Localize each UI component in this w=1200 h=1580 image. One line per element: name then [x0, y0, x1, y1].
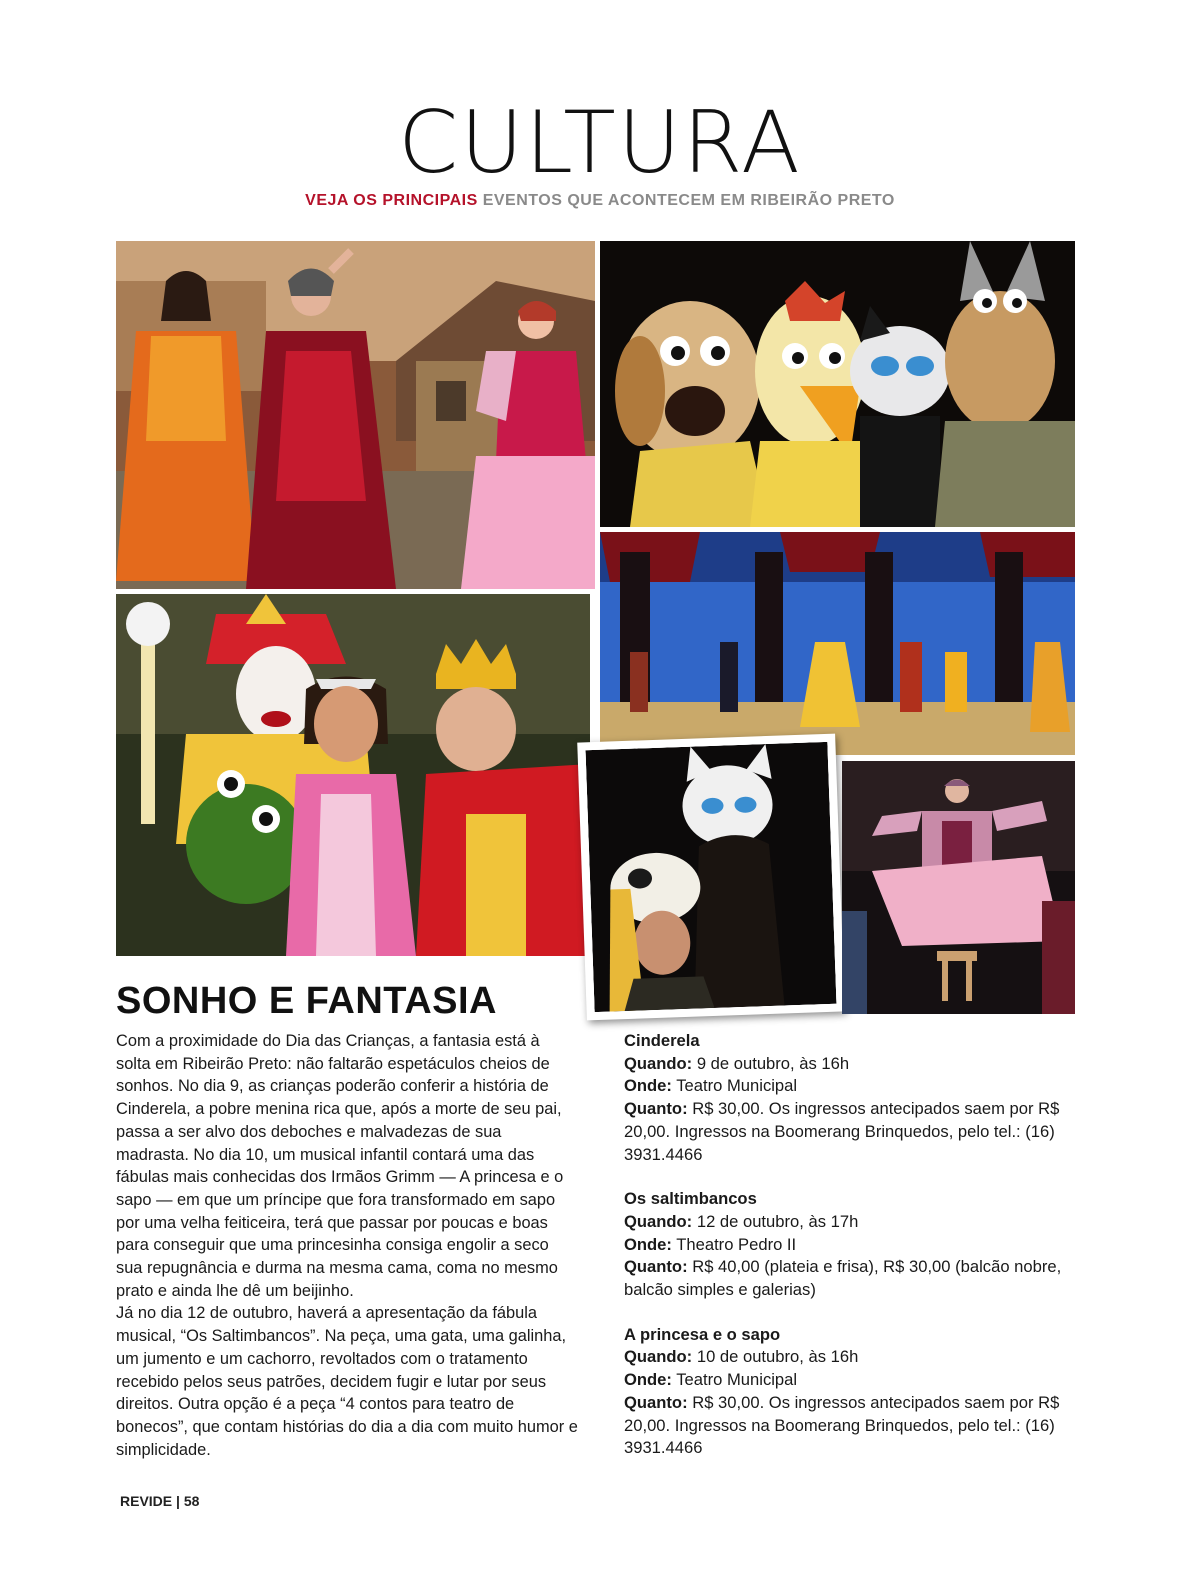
- event-where: [624, 1075, 1094, 1098]
- when-label: Quando:: [624, 1211, 693, 1231]
- event-when: [624, 1346, 1094, 1369]
- event-name: Os saltimbancos: [624, 1189, 757, 1209]
- subtitle-rest: EVENTOS QUE ACONTECEM EM RIBEIRÃO PRETO: [482, 192, 895, 209]
- page-footer: [120, 1493, 199, 1509]
- article-paragraph: Com a proximidade do Dia das Crianças, a fantasia está à solta em Ribeirão Preto: não faltarão espetáculos cheios de sonhos. No dia 9, as crianças poderão conferir a história de Cinderela, a pobre menina rica que, após a morte de seu pai, passa a ser alvo dos deboches e malvadezas de sua madrasta. No dia 10, um musical infantil contará uma das fábulas mais conhecidas dos Irmãos Grimm — A princesa e o sapo — em que um príncipe que fora transformado em sapo por uma velha feiticeira, terá que passar por poucas e boas para conseguir que uma princesinha consiga engolir a seco sua repugnância e durma na mesma cama, coma no mesmo prato e ainda lhe dê um beijinho.: [116, 1032, 564, 1300]
- photo-dancing-princess: [842, 761, 1075, 1014]
- where-value: Teatro Municipal: [676, 1370, 798, 1390]
- page-number: 58: [183, 1493, 200, 1509]
- when-label: Quando:: [624, 1053, 693, 1073]
- event-where: [624, 1234, 1094, 1257]
- event-princesa-sapo: [624, 1324, 1094, 1460]
- price-value: R$ 30,00. Os ingressos antecipados saem por R$ 20,00. Ingressos na Boomerang Brinquedos, pelo tel.: (16) 3931.4466: [624, 1099, 1060, 1164]
- event-price: [624, 1256, 1094, 1301]
- photo-princess-group: [116, 594, 590, 956]
- subtitle-highlight: VEJA OS PRINCIPAIS: [305, 192, 478, 209]
- where-value: Teatro Municipal: [676, 1076, 798, 1096]
- when-value: 9 de outubro, às 16h: [696, 1053, 850, 1073]
- event-when: [624, 1211, 1094, 1234]
- footer-divider: |: [176, 1493, 184, 1509]
- price-label: Quanto:: [624, 1257, 688, 1277]
- photo-saltimbancos-stage: [600, 532, 1075, 755]
- photo-animal-costumes: [600, 241, 1075, 527]
- event-name: A princesa e o sapo: [624, 1324, 781, 1344]
- section-subtitle: [0, 192, 1200, 210]
- event-when: [624, 1053, 1094, 1076]
- where-value: Theatro Pedro II: [676, 1234, 797, 1254]
- when-value: 12 de outubro, às 17h: [696, 1211, 859, 1231]
- where-label: Onde:: [624, 1370, 672, 1390]
- photo-cat-dog-costumes: [586, 742, 837, 1012]
- event-where: [624, 1369, 1094, 1392]
- price-value: R$ 30,00. Os ingressos antecipados saem por R$ 20,00. Ingressos na Boomerang Brinquedos, pelo tel.: (16) 3931.4466: [624, 1392, 1060, 1458]
- price-value: R$ 40,00 (plateia e frisa), R$ 30,00 (balcão nobre, balcão simples e galerias): [624, 1257, 1062, 1300]
- price-label: Quanto:: [624, 1392, 688, 1412]
- price-label: Quanto:: [624, 1099, 688, 1119]
- section-title: CULTURA: [398, 93, 802, 193]
- where-label: Onde:: [624, 1234, 672, 1254]
- where-label: Onde:: [624, 1076, 672, 1096]
- event-price: [624, 1098, 1094, 1166]
- article-headline: SONHO E FANTASIA: [116, 980, 497, 1022]
- when-value: 10 de outubro, às 16h: [696, 1347, 859, 1367]
- event-listings: [624, 1030, 1094, 1482]
- magazine-name: REVIDE: [120, 1493, 173, 1509]
- event-cinderela: [624, 1030, 1094, 1166]
- article-body: [116, 1030, 578, 1461]
- when-label: Quando:: [624, 1347, 693, 1367]
- event-name: Cinderela: [624, 1031, 700, 1050]
- event-saltimbancos: [624, 1188, 1094, 1302]
- photo-frame-cat-dog: [577, 734, 845, 1021]
- photo-cinderela-stage: [116, 241, 595, 589]
- article-paragraph: Já no dia 12 de outubro, haverá a apresentação da fábula musical, “Os Saltimbancos”. Na peça, uma gata, uma galinha, um jumento e um cachorro, revoltados com o tratamento recebido pelos seus patrões, decidem fugir e lutar por seus direitos. Outra opção é a peça “4 contos para teatro de bonecos”, que contam histórias do dia a dia com muito humor e simplicidade.: [116, 1304, 578, 1459]
- event-price: [624, 1392, 1094, 1460]
